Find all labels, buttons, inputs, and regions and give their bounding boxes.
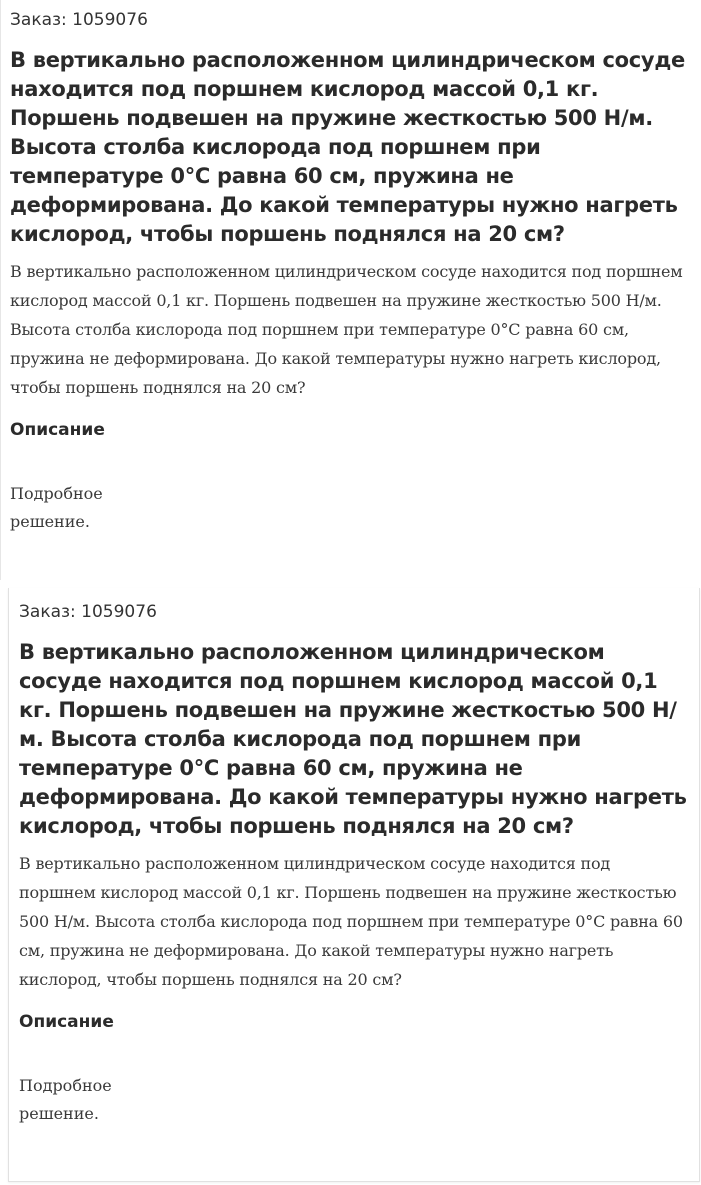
order-number: Заказ: 1059076 bbox=[10, 10, 148, 30]
description-text: Подробное решение. bbox=[10, 484, 103, 531]
problem-text: В вертикально расположенном цилиндрическом сосуде находится под поршнем кислород массой 0,1 кг. Поршень подвешен на пружине жесткостью 500 Н/м. Высота столба кислорода под поршнем при температуре 0°С равна 60 см, пружина не деформирована. До какой температуры нужно нагреть кислород, чтобы поршень поднялся на 20 см? bbox=[19, 854, 683, 989]
description-text: Подробное решение. bbox=[19, 1076, 112, 1123]
order-number: Заказ: 1059076 bbox=[19, 602, 157, 622]
problem-text: В вертикально расположенном цилиндрическом сосуде находится под поршнем кислород массой 0,1 кг. Поршень подвешен на пружине жесткостью 500 Н/м. Высота столба кислорода под поршнем при температуре 0°С равна 60 см, пружина не деформирована. До какой температуры нужно нагреть кислород, чтобы поршень поднялся на 20 см? bbox=[10, 262, 683, 397]
order-card bbox=[8, 588, 700, 1182]
order-card bbox=[0, 0, 701, 580]
problem-title: В вертикально расположенном цилиндрическом сосуде находится под поршнем кислород массой 0,1 кг. Поршень подвешен на пружине жесткостью 500 Н/м. Высота столба кислорода под поршнем при температуре 0°С равна 60 см, пружина не деформирована. До какой температуры нужно нагреть кислород, чтобы поршень поднялся на 20 см? bbox=[19, 640, 687, 838]
description-heading: Описание bbox=[19, 1012, 114, 1032]
description-heading: Описание bbox=[10, 420, 105, 440]
problem-title: В вертикально расположенном цилиндрическом сосуде находится под поршнем кислород массой 0,1 кг. Поршень подвешен на пружине жесткостью 500 Н/м. Высота столба кислорода под поршнем при температуре 0°С равна 60 см, пружина не деформирована. До какой температуры нужно нагреть кислород, чтобы поршень поднялся на 20 см? bbox=[10, 48, 685, 246]
